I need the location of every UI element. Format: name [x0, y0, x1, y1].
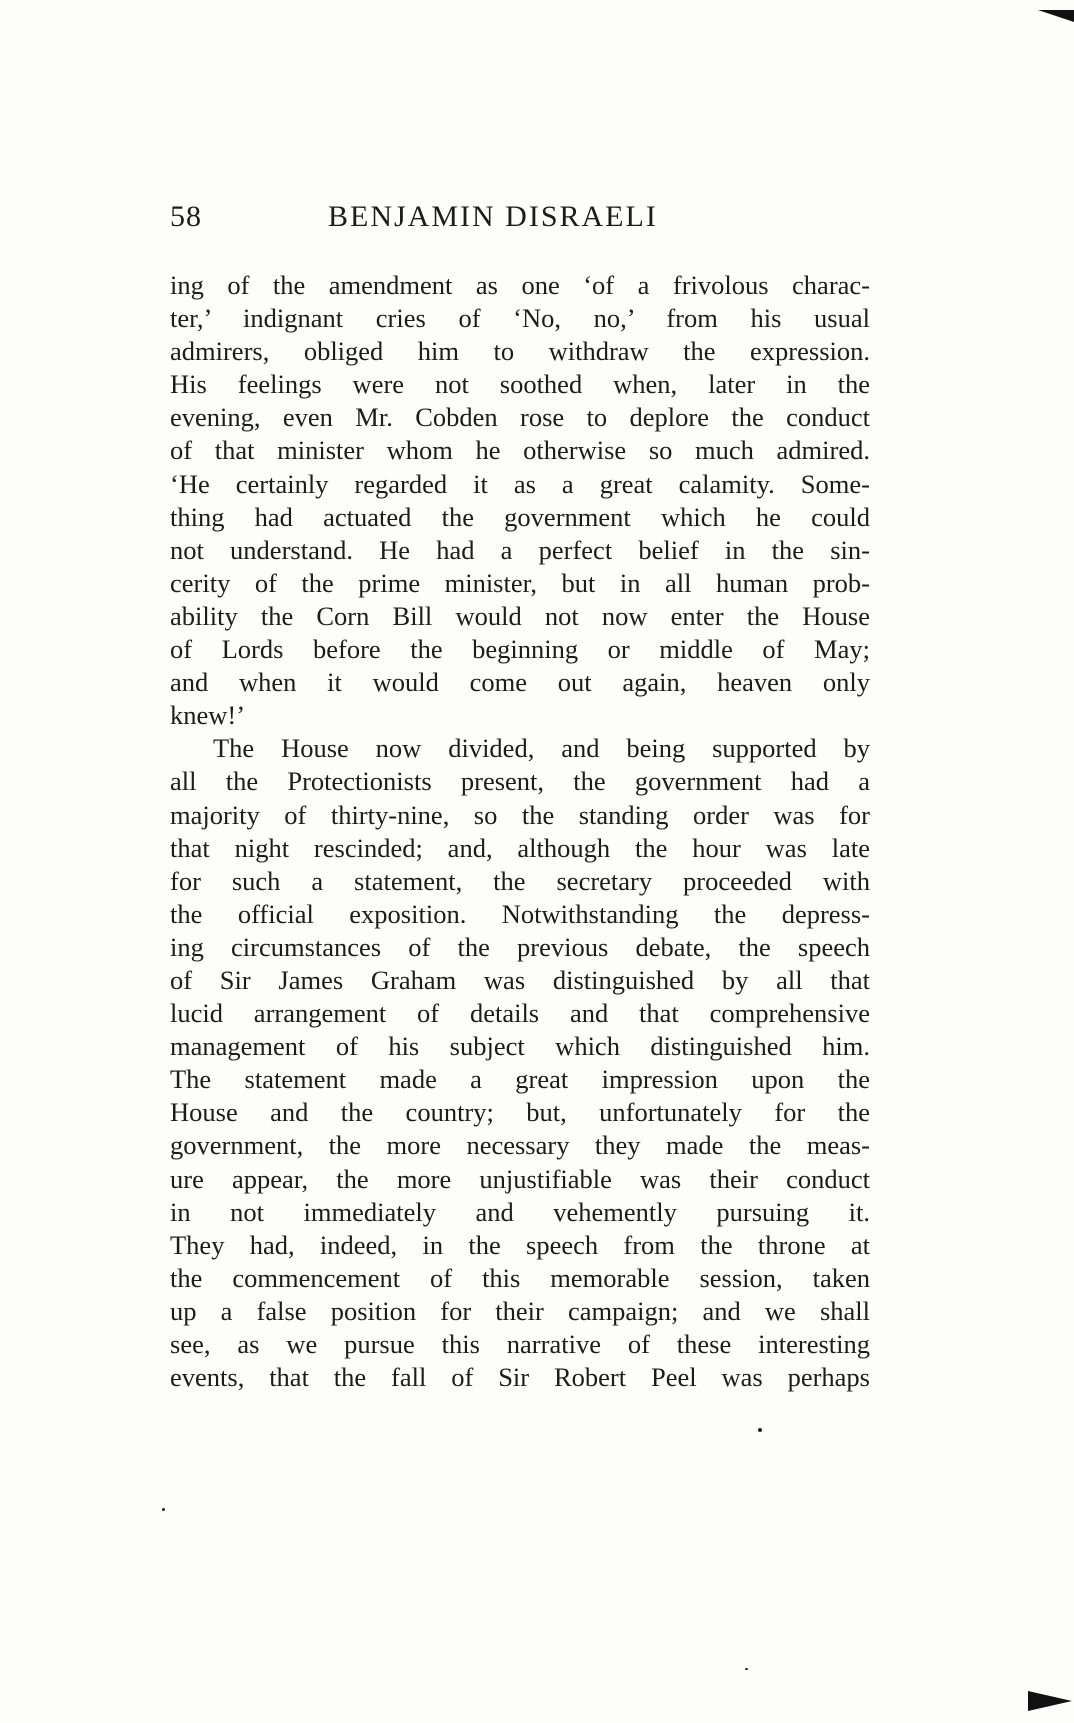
text-line: ing circumstances of the previous debate, the speech	[170, 931, 870, 962]
text-line: cerity of the prime minister, but in all human prob-	[170, 567, 870, 598]
text-line: the official exposition. Notwithstanding the depress-	[170, 898, 870, 929]
page-number: 58	[170, 200, 202, 233]
text-line: ability the Corn Bill would not now enter the House	[170, 600, 870, 631]
text-line: that night rescinded; and, although the hour was late	[170, 832, 870, 863]
text-line: The House now divided, and being supported by	[213, 733, 870, 764]
text-line: for such a statement, the secretary proceeded with	[170, 865, 870, 896]
text-line: government, the more necessary they made the meas-	[170, 1130, 870, 1161]
scan-speck	[162, 1508, 165, 1511]
text-line: lucid arrangement of details and that comprehensive	[170, 998, 870, 1029]
text-line: in not immediately and vehemently pursuing it.	[170, 1196, 870, 1227]
text-line: of that minister whom he otherwise so much admired.	[170, 435, 870, 466]
text-line: up a false position for their campaign; and we shall	[170, 1295, 870, 1326]
text-line: ure appear, the more unjustifiable was their conduct	[170, 1163, 870, 1194]
text-line: The statement made a great impression upon the	[170, 1064, 870, 1095]
text-line: majority of thirty-nine, so the standing order was for	[170, 799, 870, 830]
text-line: see, as we pursue this narrative of these interesting	[170, 1329, 870, 1359]
text-line: of Lords before the beginning or middle of May;	[170, 634, 870, 665]
text-line: the commencement of this memorable session, taken	[170, 1262, 870, 1293]
text-line: House and the country; but, unfortunately for the	[170, 1097, 870, 1128]
text-line: not understand. He had a perfect belief in the sin-	[170, 534, 870, 565]
text-line: thing had actuated the government which he could	[170, 501, 870, 532]
text-line: management of his subject which distinguished him.	[170, 1031, 870, 1062]
text-line: They had, indeed, in the speech from the throne at	[170, 1229, 870, 1260]
body-text	[170, 269, 870, 1394]
text-line: admirers, obliged him to withdraw the expression.	[170, 336, 870, 367]
scan-edge-mark	[1028, 1691, 1072, 1711]
text-line: events, that the fall of Sir Robert Peel was perhaps	[170, 1362, 870, 1393]
scan-edge-mark	[1038, 10, 1074, 22]
running-title: BENJAMIN DISRAELI	[328, 200, 658, 233]
text-line: all the Protectionists present, the government had a	[170, 766, 870, 797]
scan-speck	[758, 1428, 762, 1432]
text-line: knew!’	[170, 700, 246, 731]
text-line: His feelings were not soothed when, later in the	[170, 369, 870, 400]
text-line: and when it would come out again, heaven only	[170, 667, 870, 698]
text-line: ‘He certainly regarded it as a great calamity. Some-	[170, 468, 870, 499]
text-line: ing of the amendment as one ‘of a frivolous charac-	[170, 270, 870, 300]
page-header	[170, 200, 870, 242]
scan-speck	[745, 1668, 748, 1670]
text-line: evening, even Mr. Cobden rose to deplore the conduct	[170, 402, 870, 433]
text-line: of Sir James Graham was distinguished by all that	[170, 964, 870, 995]
text-line: ter,’ indignant cries of ‘No, no,’ from his usual	[170, 303, 870, 334]
